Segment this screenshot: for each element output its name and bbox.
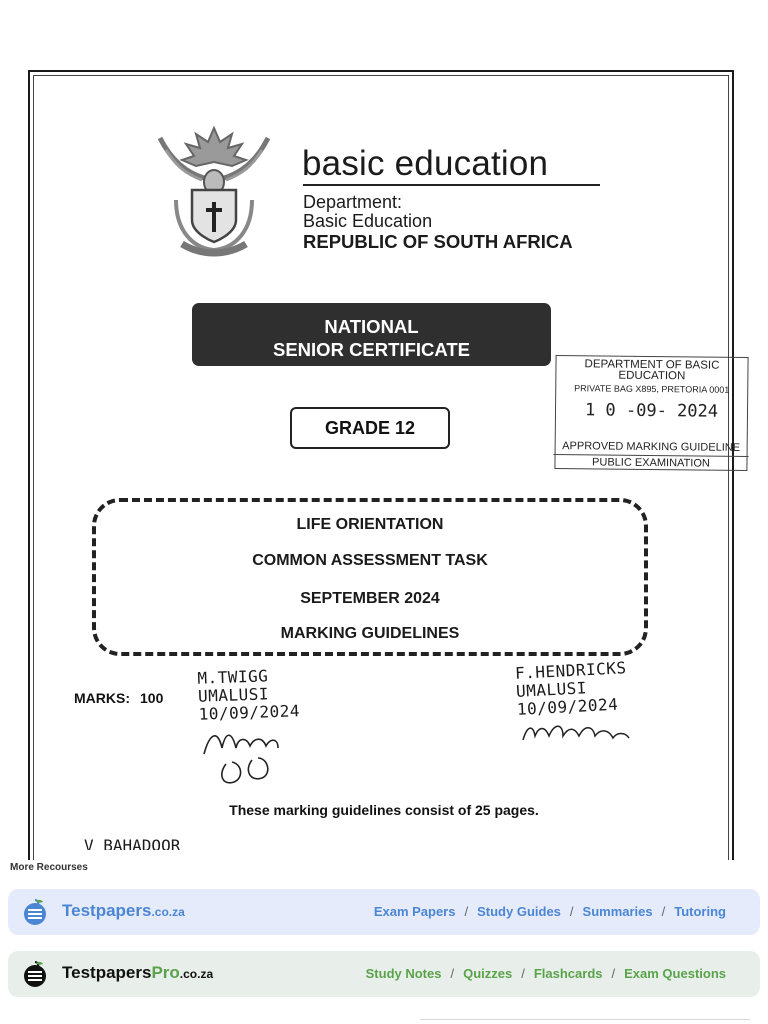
handwritten-right-line-1: F.HENDRICKS: [514, 658, 627, 683]
testpapers-logo-text: Testpapers: [62, 901, 152, 920]
certificate-line-2: SENIOR CERTIFICATE: [273, 339, 470, 360]
handwritten-right-line-2: UMALUSI: [515, 678, 588, 701]
bottom-divider: [420, 1019, 750, 1020]
book-logo-icon: [22, 898, 48, 926]
link-flashcards[interactable]: Flashcards: [533, 966, 603, 981]
exam-session: SEPTEMBER 2024: [300, 590, 440, 607]
testpaperspro-logo-text: Testpapers: [62, 963, 152, 982]
testpaperspro-logo-pro: Pro: [151, 963, 180, 982]
link-summaries[interactable]: Summaries: [582, 904, 653, 919]
link-quizzes[interactable]: Quizzes: [463, 966, 513, 981]
signature-left: [196, 664, 336, 784]
stamp-address: PRIVATE BAG X895, PRETORIA 0001: [574, 383, 730, 395]
department-label: Department:: [303, 192, 403, 212]
certificate-banner: [192, 303, 551, 366]
link-exam-papers[interactable]: Exam Papers: [373, 904, 456, 919]
testpaperspro-logo[interactable]: [62, 963, 213, 983]
testpapers-logo[interactable]: [62, 901, 185, 921]
stamp-approved: APPROVED MARKING GUIDELINE: [562, 440, 741, 454]
brand-underline: [303, 184, 600, 186]
marks-label: MARKS:: [74, 690, 130, 706]
cut-off-signature-name: V BAHADOOR: [84, 836, 181, 850]
testpapers-links: Exam Papers / Study Guides / Summaries / Tutoring: [373, 904, 726, 919]
approval-stamp: [554, 355, 748, 471]
link-study-notes[interactable]: Study Notes: [365, 966, 442, 981]
handwritten-left-line-1: M.TWIGG: [197, 666, 269, 688]
testpapers-banner[interactable]: [8, 889, 760, 935]
handwritten-right-line-3: 10/09/2024: [516, 694, 619, 719]
marks-total: [74, 690, 163, 706]
document-type: MARKING GUIDELINES: [280, 625, 460, 642]
page-count-note: These marking guidelines consist of 25 pages.: [229, 802, 539, 818]
handwritten-left-line-2: UMALUSI: [197, 684, 270, 706]
coat-of-arms-icon: [152, 120, 276, 260]
link-study-guides[interactable]: Study Guides: [477, 904, 561, 919]
resources-heading: More Recourses: [10, 862, 88, 873]
stamp-date: 1 0 -09- 2024: [584, 400, 719, 422]
stamp-department: DEPARTMENT OF BASIC EDUCATION: [584, 358, 720, 383]
link-tutoring[interactable]: Tutoring: [674, 904, 726, 919]
country-name: REPUBLIC OF SOUTH AFRICA: [303, 231, 573, 252]
signature-right: [515, 660, 665, 750]
grade-label: GRADE 12: [290, 407, 450, 449]
testpaperspro-links: Study Notes / Quizzes / Flashcards / Exam Questions: [365, 966, 726, 981]
testpaperspro-banner[interactable]: [8, 951, 760, 997]
marks-value: 100: [140, 690, 164, 706]
certificate-line-1: NATIONAL: [324, 316, 419, 337]
subject-name: LIFE ORIENTATION: [296, 516, 444, 533]
testpapers-logo-suffix: .co.za: [151, 905, 185, 919]
task-name: COMMON ASSESSMENT TASK: [252, 552, 488, 569]
stamp-public-exam: PUBLIC EXAMINATION: [553, 454, 748, 470]
handwritten-left-line-3: 10/09/2024: [198, 701, 301, 724]
department-name: Basic Education: [303, 211, 433, 231]
link-exam-questions[interactable]: Exam Questions: [624, 966, 726, 981]
testpaperspro-logo-suffix: .co.za: [179, 967, 214, 981]
book-logo-icon: [22, 960, 48, 988]
brand-title: basic education: [302, 144, 549, 183]
